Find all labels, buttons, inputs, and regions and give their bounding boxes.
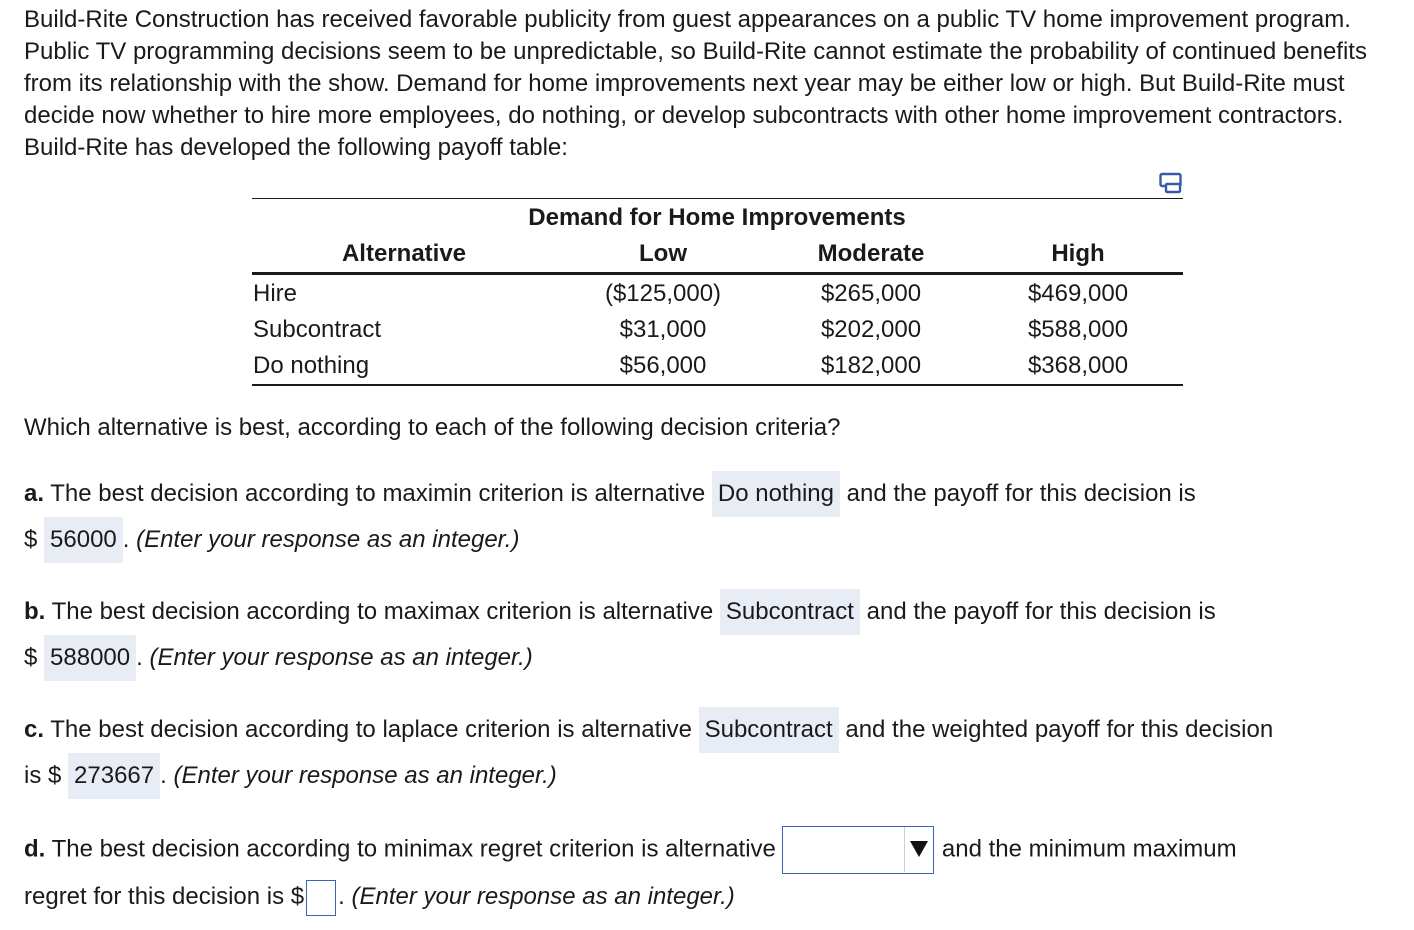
part-b-alternative-answer[interactable]: Subcontract xyxy=(720,589,860,635)
part-d-text2: and the minimum maximum xyxy=(941,835,1237,863)
part-d-suffix: . xyxy=(338,883,345,910)
question-prompt: Which alternative is best, according to each of the following decision criteria? xyxy=(24,414,841,441)
part-c-text1: The best decision according to laplace criterion is alternative xyxy=(50,716,692,743)
part-c-label: c. xyxy=(24,716,45,743)
part-d xyxy=(24,826,1404,920)
cell-hire-moderate: $265,000 xyxy=(820,280,922,307)
part-a-text1: The best decision according to maximin criterion is alternative xyxy=(50,480,706,507)
part-a-payoff-answer[interactable]: 56000 xyxy=(44,517,123,563)
part-d-regret-input[interactable] xyxy=(306,880,336,916)
cell-subcontract-moderate: $202,000 xyxy=(820,316,922,343)
part-b-payoff-answer[interactable]: 588000 xyxy=(44,635,136,681)
part-b-text1: The best decision according to maximax criterion is alternative xyxy=(51,598,714,625)
part-b xyxy=(24,589,1404,681)
part-c-alternative-answer[interactable]: Subcontract xyxy=(699,707,839,753)
table-header-rule xyxy=(252,272,1183,275)
part-a-label: a. xyxy=(24,480,45,507)
cell-do-nothing-low: $56,000 xyxy=(619,352,707,379)
part-a xyxy=(24,471,1404,563)
problem-intro: Build-Rite Construction has received favorable publicity from guest appearances on a public TV home improvement program. Public TV programming decisions seem to be unpredictable, so Build-Rite cannot estimate the probability of continued benefits from its relationship with the show. Demand for home improvements next year may be either low or high. But Build-Rite must decide now whether to hire more employees, do nothing, or develop subcontracts with other home improvement contractors. Build-Rite has developed the following payoff table: xyxy=(24,6,1367,161)
demand-group-header: Demand for Home Improvements xyxy=(528,204,906,231)
col-header-moderate: Moderate xyxy=(817,240,925,267)
part-b-dollar: $ xyxy=(24,644,38,671)
cell-do-nothing-high: $368,000 xyxy=(1027,352,1129,379)
cell-hire-high: $469,000 xyxy=(1027,280,1129,307)
row-label-hire: Hire xyxy=(253,280,298,307)
col-header-low: Low xyxy=(639,240,687,267)
part-a-text2: and the payoff for this decision is xyxy=(846,480,1196,507)
chevron-down-icon xyxy=(910,841,928,857)
part-d-text3: regret for this decision is $ xyxy=(24,883,305,910)
col-header-high: High xyxy=(1051,240,1105,267)
part-a-alternative-answer[interactable]: Do nothing xyxy=(712,471,840,517)
part-b-text2: and the payoff for this decision is xyxy=(866,598,1216,625)
row-label-do-nothing: Do nothing xyxy=(253,352,370,379)
part-d-hint: (Enter your response as an integer.) xyxy=(351,883,735,910)
part-c xyxy=(24,707,1404,799)
part-b-hint: (Enter your response as an integer.) xyxy=(149,644,533,671)
part-a-dollar: $ xyxy=(24,526,38,553)
part-d-text1: The best decision according to minimax regret criterion is alternative xyxy=(51,835,776,863)
part-c-payoff-answer[interactable]: 273667 xyxy=(68,753,160,799)
part-c-text2: and the weighted payoff for this decision xyxy=(845,716,1274,743)
part-a-suffix: . xyxy=(122,526,130,553)
row-label-subcontract: Subcontract xyxy=(253,316,382,343)
part-c-hint: (Enter your response as an integer.) xyxy=(173,762,557,789)
part-b-label: b. xyxy=(24,598,46,625)
table-top-rule xyxy=(252,198,1183,199)
col-header-alternative: Alternative xyxy=(341,240,467,267)
part-d-alternative-dropdown[interactable] xyxy=(782,826,934,874)
part-d-label: d. xyxy=(24,835,46,863)
part-c-suffix: . xyxy=(160,762,167,789)
dropdown-arrow-box[interactable] xyxy=(904,827,933,872)
cell-hire-low: ($125,000) xyxy=(604,280,722,307)
table-bottom-rule xyxy=(252,384,1183,386)
cell-subcontract-low: $31,000 xyxy=(619,316,707,343)
cell-do-nothing-moderate: $182,000 xyxy=(820,352,922,379)
part-a-hint: (Enter your response as an integer.) xyxy=(136,526,520,553)
part-b-suffix: . xyxy=(136,644,143,671)
copy-icon[interactable] xyxy=(1159,172,1185,194)
part-c-text3: is $ xyxy=(24,762,62,789)
cell-subcontract-high: $588,000 xyxy=(1027,316,1129,343)
